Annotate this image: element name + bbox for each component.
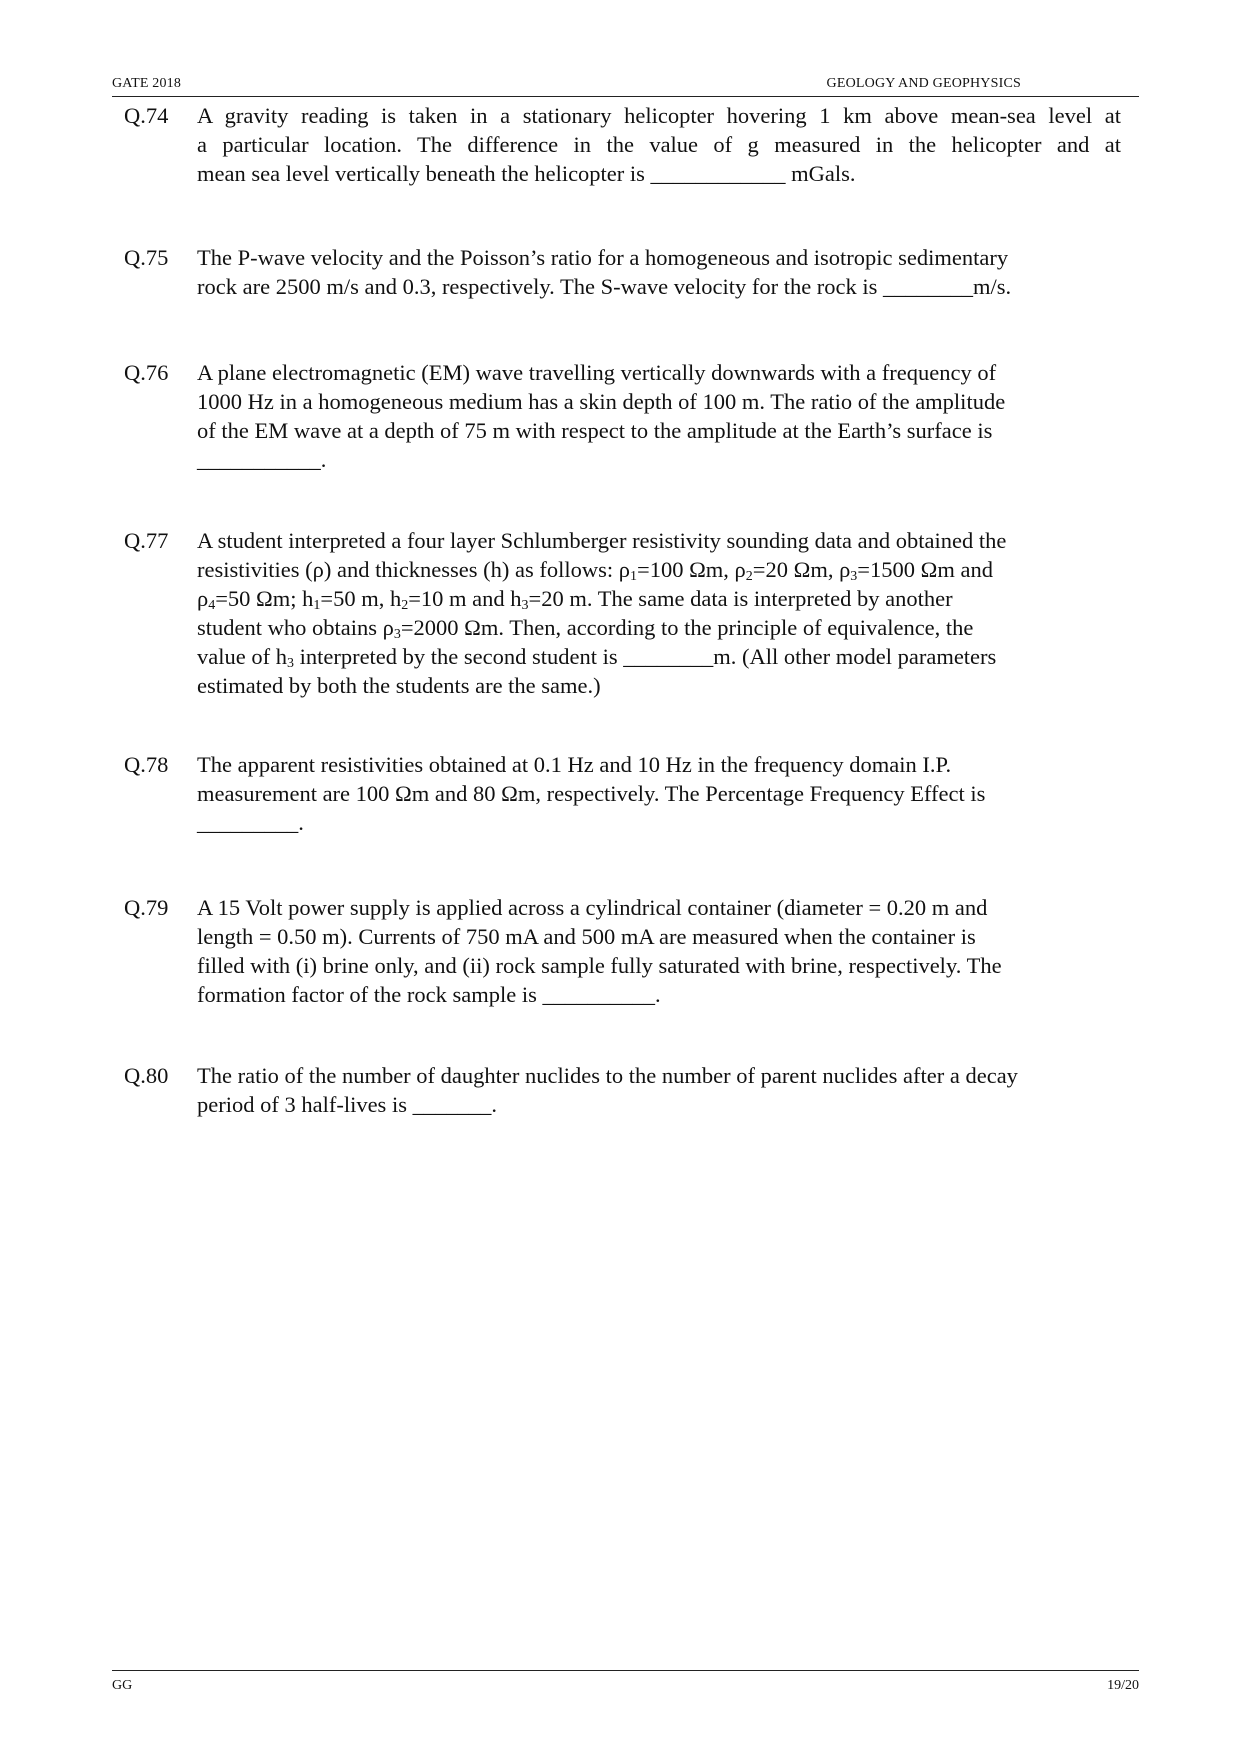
question-79: [124, 893, 1124, 1009]
text-run: =2000 Ωm. Then, according to the principle of equivalence, the: [400, 615, 974, 640]
question-line: The apparent resistivities obtained at 0.1 Hz and 10 Hz in the frequency domain I.P.: [197, 752, 952, 777]
text-run: interpreted by the second student is ________m. (All other model parameters: [293, 644, 997, 669]
subscript: 2: [745, 569, 753, 584]
question-number: Q.77: [124, 528, 169, 553]
question-line: a particular location. The difference in the value of g measured in the helicopter and at: [197, 132, 1121, 157]
question-line: A plane electromagnetic (EM) wave travelling vertically downwards with a frequency of: [197, 360, 997, 385]
subscript: 3: [521, 598, 529, 613]
question-line: The ratio of the number of daughter nuclides to the number of parent nuclides after a decay: [197, 1063, 1018, 1088]
text-run: =50 m, h: [320, 586, 402, 611]
question-77: [124, 526, 1124, 700]
question-line: rock are 2500 m/s and 0.3, respectively. The S-wave velocity for the rock is ________m/s.: [197, 274, 1012, 299]
question-line: [197, 555, 1121, 584]
subscript: 3: [286, 656, 294, 671]
footer-rule: [112, 1670, 1139, 1671]
text-run: =100 Ωm, ρ: [637, 557, 746, 582]
question-line: of the EM wave at a depth of 75 m with respect to the amplitude at the Earth’s surface is: [197, 418, 993, 443]
subscript: 3: [850, 569, 858, 584]
question-number: Q.75: [124, 245, 169, 270]
question-number: Q.79: [124, 895, 169, 920]
question-line: [197, 642, 1121, 671]
text-run: =20 m. The same data is interpreted by another: [528, 586, 953, 611]
subscript: 4: [208, 598, 216, 613]
question-line: measurement are 100 Ωm and 80 Ωm, respectively. The Percentage Frequency Effect is: [197, 781, 986, 806]
question-number: Q.80: [124, 1063, 169, 1088]
subject-title: GEOLOGY AND GEOPHYSICS: [826, 76, 1021, 91]
question-line: _________.: [197, 810, 304, 835]
question-text: [197, 243, 1121, 301]
question-line: [197, 613, 1121, 642]
question-line: A 15 Volt power supply is applied across a cylindrical container (diameter = 0.20 m and: [197, 895, 988, 920]
text-run: =20 Ωm, ρ: [752, 557, 851, 582]
question-76: [124, 358, 1124, 474]
text-run: ρ: [197, 586, 209, 611]
question-line: filled with (i) brine only, and (ii) rock sample fully saturated with brine, respectively. The: [197, 953, 1002, 978]
question-75: [124, 243, 1124, 301]
question-80: [124, 1061, 1124, 1119]
question-line: A gravity reading is taken in a stationary helicopter hovering 1 km above mean-sea level at: [197, 103, 1121, 128]
exam-title: GATE 2018: [112, 76, 182, 91]
question-line: estimated by both the students are the same.): [197, 673, 601, 698]
subscript: 2: [401, 598, 409, 613]
paper-code: GG: [112, 1678, 133, 1693]
text-run: =50 Ωm; h: [215, 586, 314, 611]
question-line: A student interpreted a four layer Schlumberger resistivity sounding data and obtained the: [197, 528, 1007, 553]
text-run: resistivities (ρ) and thicknesses (h) as follows: ρ: [197, 557, 631, 582]
question-text: [197, 358, 1121, 474]
text-run: value of h: [197, 644, 287, 669]
question-number: Q.76: [124, 360, 169, 385]
subscript: 3: [393, 627, 401, 642]
text-run: student who obtains ρ: [197, 615, 394, 640]
text-run: =10 m and h: [408, 586, 522, 611]
question-number: Q.78: [124, 752, 169, 777]
question-line: [197, 584, 1121, 613]
subscript: 1: [313, 598, 321, 613]
question-text: [197, 101, 1121, 188]
question-line: mean sea level vertically beneath the helicopter is ____________ mGals.: [197, 161, 856, 186]
question-text: [197, 1061, 1121, 1119]
question-line: The P-wave velocity and the Poisson’s ratio for a homogeneous and isotropic sedimentary: [197, 245, 1009, 270]
question-line: length = 0.50 m). Currents of 750 mA and 500 mA are measured when the container is: [197, 924, 976, 949]
page-number: 19/20: [1107, 1678, 1139, 1693]
question-number: Q.74: [124, 103, 169, 128]
question-line: formation factor of the rock sample is __________.: [197, 982, 661, 1007]
question-78: [124, 750, 1124, 837]
question-text: [197, 893, 1121, 1009]
text-run: =1500 Ωm and: [857, 557, 993, 582]
question-line: 1000 Hz in a homogeneous medium has a skin depth of 100 m. The ratio of the amplitude: [197, 389, 1006, 414]
question-text: [197, 526, 1121, 700]
question-text: [197, 750, 1121, 837]
question-line: ___________.: [197, 447, 327, 472]
question-line: period of 3 half-lives is _______.: [197, 1092, 497, 1117]
header-rule: [112, 96, 1139, 97]
subscript: 1: [630, 569, 638, 584]
page-header: [112, 74, 1139, 96]
question-74: [124, 101, 1124, 188]
